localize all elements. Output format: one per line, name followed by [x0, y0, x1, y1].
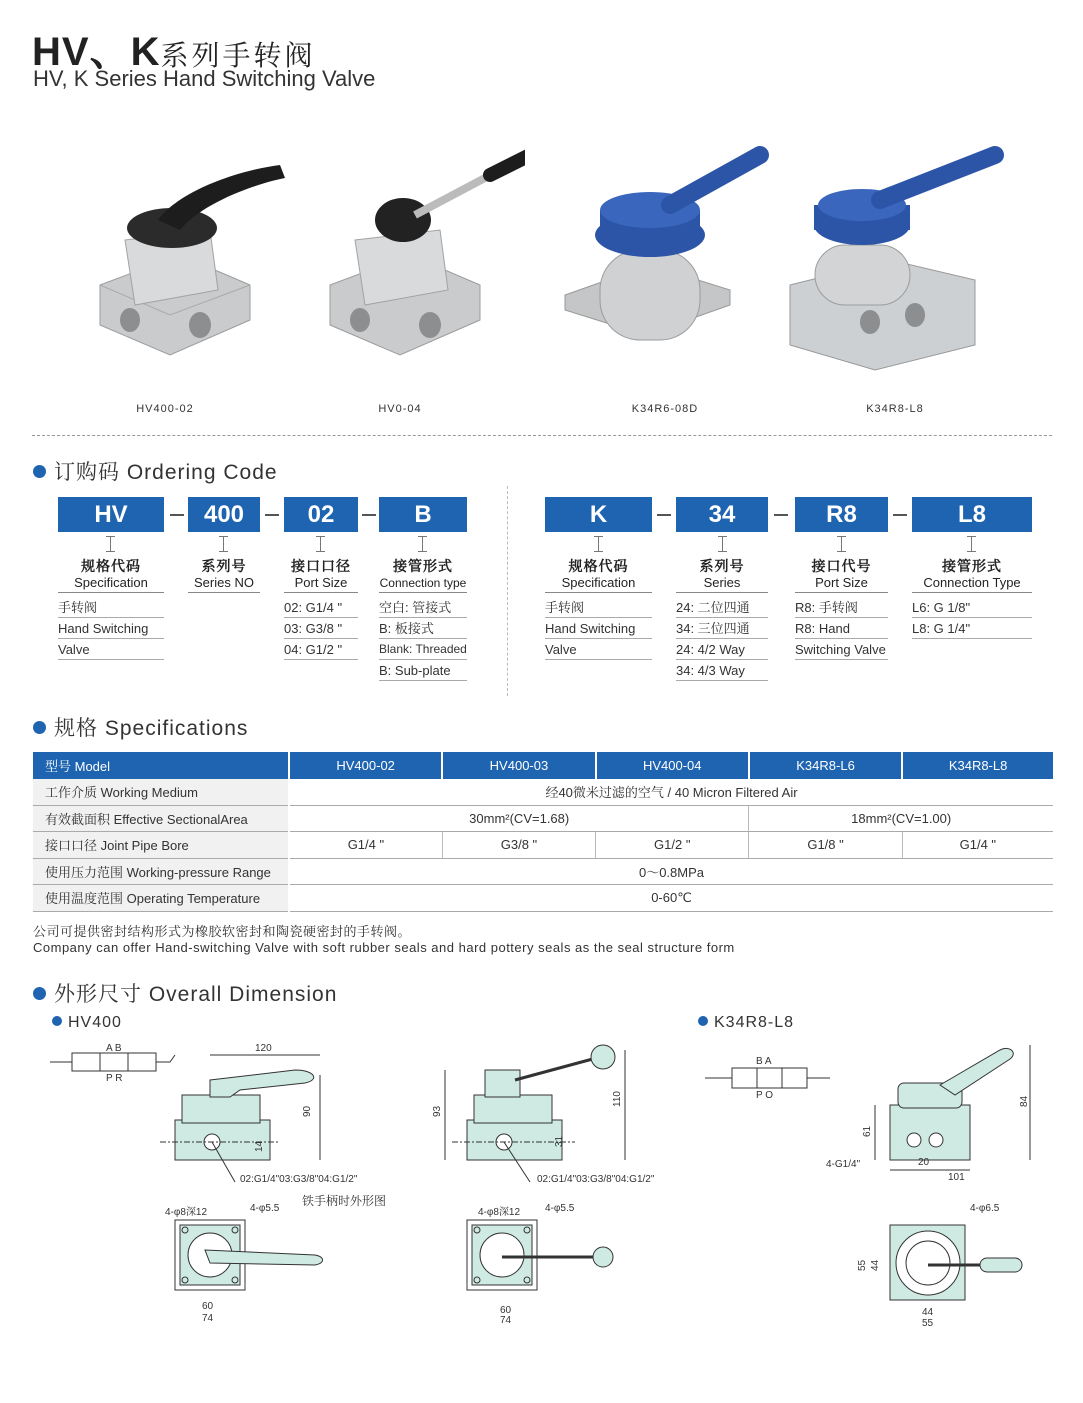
dim-60: 60	[500, 1305, 512, 1316]
dim-90: 90	[302, 1105, 313, 1117]
code-dash	[657, 514, 671, 516]
table-row: 接口口径 Joint Pipe Bore G1/4 " G3/8 " G1/2 " G1/8 " G1/4 "	[33, 832, 1053, 859]
connector	[718, 536, 727, 552]
code-box-k: K	[545, 497, 652, 532]
specifications-table	[33, 752, 1053, 912]
dim-44: 44	[870, 1259, 881, 1271]
dim-14: 14	[254, 1140, 265, 1152]
hole-note-k: 4-φ6.5	[970, 1203, 1000, 1214]
product-model: K34R8-L8	[866, 403, 924, 415]
code-box-b: B	[379, 497, 467, 532]
top-view	[165, 1203, 323, 1324]
page-subtitle: HV, K Series Hand Switching Valve	[33, 66, 376, 91]
svg-text:P R: P R	[106, 1073, 123, 1084]
code-box-02: 02	[284, 497, 358, 532]
dim-93: 93	[432, 1105, 443, 1117]
valve-symbol	[50, 1053, 175, 1071]
valve-illustration	[540, 130, 790, 400]
dim-84: 84	[1019, 1095, 1030, 1107]
code-box-r8: R8	[795, 497, 888, 532]
product-model: HV0-04	[378, 403, 422, 415]
connector	[219, 536, 228, 552]
hv400-label: HV400	[52, 1014, 122, 1032]
product-model: HV400-02	[136, 403, 194, 415]
connector	[418, 536, 427, 552]
hv400-dimension-drawing	[40, 1035, 700, 1335]
k-connection-column: 接管形式 Connection Type L6: G 1/8" L8: G 1/4"	[912, 556, 1032, 639]
valve-illustration	[275, 130, 525, 400]
code-dash	[893, 514, 907, 516]
bullet-icon	[52, 1016, 62, 1026]
bullet-icon	[33, 987, 46, 1000]
table-header-row: 型号 Model HV400-02 HV400-03 HV400-04 K34R8-L6 K34R8-L8	[33, 752, 1053, 779]
connector	[594, 536, 603, 552]
valve-illustration	[40, 130, 290, 400]
hole-note-b: 4-φ5.5	[545, 1203, 575, 1214]
k-series-column: 系列号 Series 24: 二位四通 34: 三位四通 24: 4/2 Way 34: 4/3 Way	[676, 556, 768, 681]
connector	[837, 536, 846, 552]
dim-110: 110	[612, 1091, 623, 1107]
column-separator	[507, 486, 508, 696]
hv-spec-column: 规格代码 Specification 手转阀 Hand Switching Valve	[58, 556, 164, 660]
hv-series-column: 系列号 Series NO	[188, 556, 260, 597]
valve-illustration	[770, 130, 1020, 400]
table-row: 有效截面积 Effective SectionalArea 30mm²(CV=1.68) 18mm²(CV=1.00)	[33, 805, 1053, 832]
bullet-icon	[33, 721, 46, 734]
k34r8-dimension-drawing	[700, 1035, 1040, 1335]
svg-text:P O: P O	[756, 1090, 774, 1101]
valve-symbol	[705, 1068, 830, 1088]
bullet-icon	[698, 1016, 708, 1026]
k-port-column: 接口代号 Port Size R8: 手转阀 R8: Hand Switching Valve	[795, 556, 888, 660]
dim-60: 60	[202, 1301, 214, 1312]
dim-61: 61	[862, 1125, 873, 1137]
front-view	[826, 1045, 1030, 1183]
product-k34r8-l8	[770, 130, 1020, 420]
code-box-400: 400	[188, 497, 260, 532]
table-row: 工作介质 Working Medium 经40微米过滤的空气 / 40 Micron Filtered Air	[33, 779, 1053, 806]
top-view-iron-handle	[467, 1203, 613, 1326]
front-view	[160, 1043, 358, 1185]
hole-note-a: 4-φ8深12	[478, 1207, 521, 1218]
port-note: 02:G1/4"03:G3/8"04:G1/2"	[537, 1174, 655, 1185]
k-spec-column: 规格代码 Specification 手转阀 Hand Switching Valve	[545, 556, 652, 660]
dim-120: 120	[255, 1043, 272, 1054]
bullet-icon	[33, 465, 46, 478]
hole-note-b: 4-φ5.5	[250, 1203, 280, 1214]
dim-74: 74	[202, 1313, 214, 1324]
svg-text:B A: B A	[756, 1056, 772, 1067]
product-k34r6-08d	[540, 130, 790, 420]
dim-31: 31	[554, 1135, 565, 1147]
code-box-34: 34	[676, 497, 768, 532]
iron-handle-note: 铁手柄时外形图	[302, 1194, 387, 1208]
hv-port-column: 接口口径 Port Size 02: G1/4 " 03: G3/8 " 04: G1/2 "	[284, 556, 358, 660]
hole-note-a: 4-φ8深12	[165, 1207, 208, 1218]
page-title: HV、K系列手转阀	[32, 30, 316, 74]
k-port-note: 4-G1/4"	[826, 1159, 861, 1170]
specifications-heading: 规格 Specifications	[33, 712, 248, 742]
code-box-hv: HV	[58, 497, 164, 532]
dimension-heading: 外形尺寸 Overall Dimension	[33, 978, 337, 1008]
code-dash	[362, 514, 376, 516]
dim-55: 55	[922, 1318, 934, 1329]
dim-101: 101	[948, 1172, 965, 1183]
hv-connection-column: 接管形式 Connection type 空白: 管接式 B: 板接式 Blank: Threaded B: Sub-plate	[379, 556, 467, 681]
code-dash	[265, 514, 279, 516]
dim-74: 74	[500, 1315, 512, 1326]
note-cn: 公司可提供密封结构形式为橡胶软密封和陶瓷硬密封的手转阀。	[33, 924, 412, 939]
connector	[316, 536, 325, 552]
product-hv400-02	[40, 130, 290, 420]
connector	[967, 536, 976, 552]
dim-20: 20	[918, 1157, 930, 1168]
svg-text:A B: A B	[106, 1043, 122, 1054]
code-dash	[774, 514, 788, 516]
dim-44: 44	[922, 1307, 934, 1318]
dim-55: 55	[857, 1259, 868, 1271]
product-hv0-04	[275, 130, 525, 420]
k34r8-l8-label: K34R8-L8	[698, 1014, 794, 1032]
code-dash	[170, 514, 184, 516]
port-note: 02:G1/4"03:G3/8"04:G1/2"	[240, 1174, 358, 1185]
code-box-l8: L8	[912, 497, 1032, 532]
divider	[32, 435, 1052, 436]
table-row: 使用温度范围 Operating Temperature 0-60℃	[33, 885, 1053, 912]
ordering-code-heading: 订购码 Ordering Code	[33, 456, 278, 486]
product-model: K34R6-08D	[631, 403, 699, 415]
note-en: Company can offer Hand-switching Valve with soft rubber seals and hard pottery seals as the seal structure form	[33, 940, 735, 955]
table-row: 使用压力范围 Working-pressure Range 0～0.8MPa	[33, 858, 1053, 885]
top-view	[857, 1203, 1022, 1329]
connector	[106, 536, 115, 552]
